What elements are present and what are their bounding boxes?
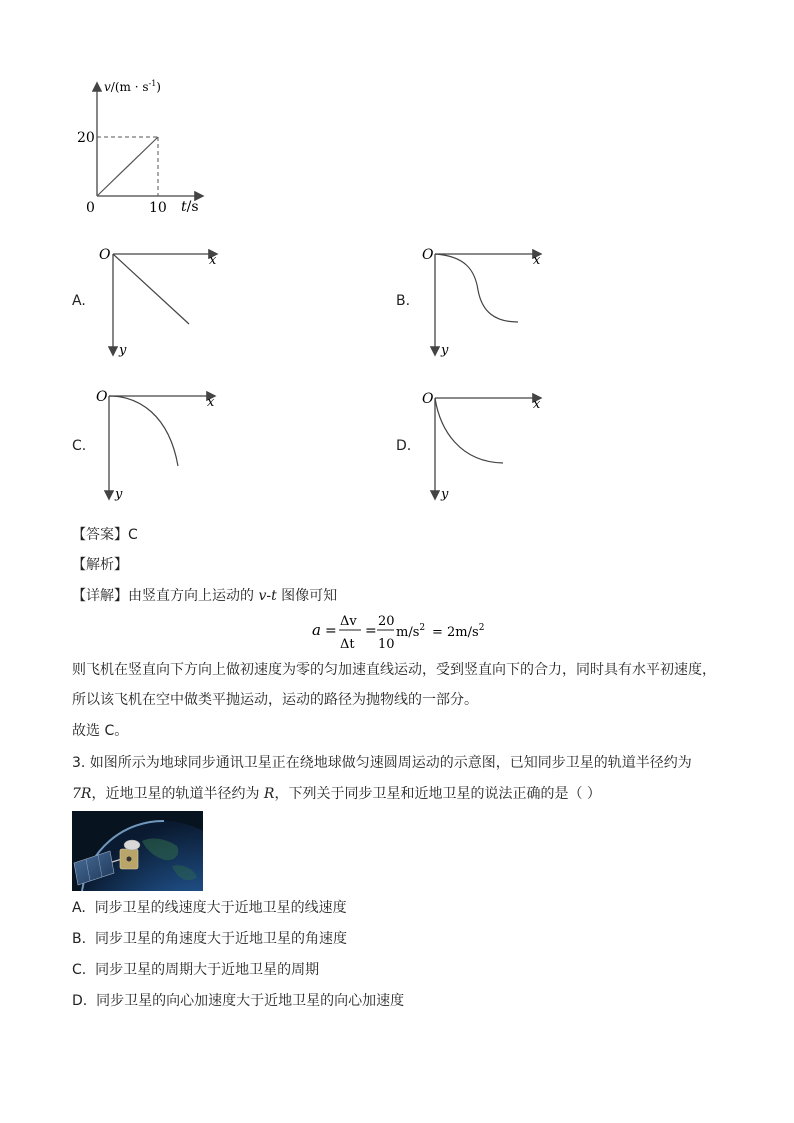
option-a-label: A.: [72, 293, 86, 309]
q3-option-c: [72, 960, 319, 980]
formula-eq1: =: [325, 623, 337, 639]
option-c-x-label: x: [207, 395, 215, 410]
satellite-earth-image: [72, 811, 203, 891]
explain-line-1: 则飞机在竖直向下方向上做初速度为零的匀加速直线运动，受到竖直向下的合力，同时具有水平初速度，: [72, 662, 716, 678]
detail-intro: 由竖直方向上运动的: [128, 588, 259, 604]
question3-line2-mid: ，近地卫星的轨道半径约为: [91, 786, 264, 802]
answer-line: [72, 525, 138, 545]
vt-xlabel: t/s: [181, 199, 199, 215]
answer-tag: 【答案】: [72, 527, 128, 543]
option-d-origin: O: [422, 391, 434, 407]
option-c-y-label: y: [115, 487, 123, 502]
detail-vt: v-t: [258, 588, 277, 604]
question3-line2: [72, 784, 601, 804]
option-a-y-label: y: [119, 343, 127, 358]
option-c-curve: [109, 396, 178, 466]
formula-den2: 10: [378, 637, 395, 652]
detail-intro-end: 图像可知: [276, 588, 338, 604]
formula-num2: 20: [378, 614, 395, 629]
question3-line1: 3. 如图所示为地球同步通讯卫星正在绕地球做匀速圆周运动的示意图，已知同步卫星的轨道半径约为: [72, 755, 692, 771]
vt-y-tick: 20: [77, 130, 95, 146]
option-c-graph: [94, 385, 224, 503]
option-d-label: D.: [396, 438, 412, 454]
analysis-tag: 【解析】: [72, 557, 128, 573]
option-b-y-label: y: [441, 343, 449, 358]
vt-graph: [76, 76, 216, 216]
vt-origin: 0: [86, 200, 95, 216]
formula-result: = $2m/s^2$: [432, 623, 485, 640]
q3-option-a: [72, 898, 347, 918]
q3-option-d-text: 同步卫星的向心加速度大于近地卫星的向心加速度: [96, 993, 405, 1009]
formula-num1: Δv: [340, 614, 357, 629]
option-d-graph: [420, 385, 550, 503]
conclusion: 故选 C。: [72, 723, 129, 739]
formula-den1: Δt: [340, 637, 355, 652]
explain-line-2: 所以该飞机在空中做类平抛运动，运动的路径为抛物线的一部分。: [72, 692, 478, 708]
vt-line: [97, 137, 158, 196]
option-b-x-label: x: [533, 253, 541, 268]
q3-option-b-label: B.: [72, 931, 87, 947]
option-c-origin: O: [96, 389, 108, 405]
vt-ylabel: $v/(m \cdot s^{-1})$: [104, 79, 161, 94]
satellite-dish: [124, 840, 140, 850]
question3-r-sync: 7R: [72, 786, 92, 802]
detail-tag: 【详解】: [72, 588, 128, 604]
q3-option-a-label: A.: [72, 900, 86, 916]
q3-option-c-label: C.: [72, 962, 87, 978]
vt-x-tick: 10: [149, 200, 167, 216]
formula-eq2: =: [365, 623, 377, 639]
option-a-curve: [113, 254, 189, 324]
option-b-label: B.: [396, 293, 411, 309]
option-c-label: C.: [72, 438, 87, 454]
option-d-curve: [435, 398, 503, 463]
question3-line2-end: ，下列关于同步卫星和近地卫星的说法正确的是（ ）: [274, 786, 601, 802]
option-b-graph: [420, 242, 550, 360]
formula-unit: $m/s^2$: [396, 623, 426, 640]
option-a-origin: O: [99, 247, 111, 263]
option-b-origin: O: [422, 247, 434, 263]
q3-option-d: [72, 991, 404, 1011]
option-a-graph: [96, 242, 226, 360]
option-d-x-label: x: [533, 397, 541, 412]
q3-option-d-label: D.: [72, 993, 88, 1009]
q3-option-c-text: 同步卫星的周期大于近地卫星的周期: [95, 962, 320, 978]
formula: [308, 610, 488, 654]
formula-lhs: a: [312, 621, 321, 639]
detail-line: [72, 586, 337, 606]
option-a-x-label: x: [209, 253, 217, 268]
option-b-curve: [435, 254, 518, 322]
answer-value: C: [128, 527, 138, 543]
option-d-y-label: y: [441, 487, 449, 502]
q3-option-b-text: 同步卫星的角速度大于近地卫星的角速度: [94, 931, 347, 947]
q3-option-a-text: 同步卫星的线速度大于近地卫星的线速度: [94, 900, 347, 916]
question3-r-near: R: [263, 786, 275, 802]
q3-option-b: [72, 929, 347, 949]
